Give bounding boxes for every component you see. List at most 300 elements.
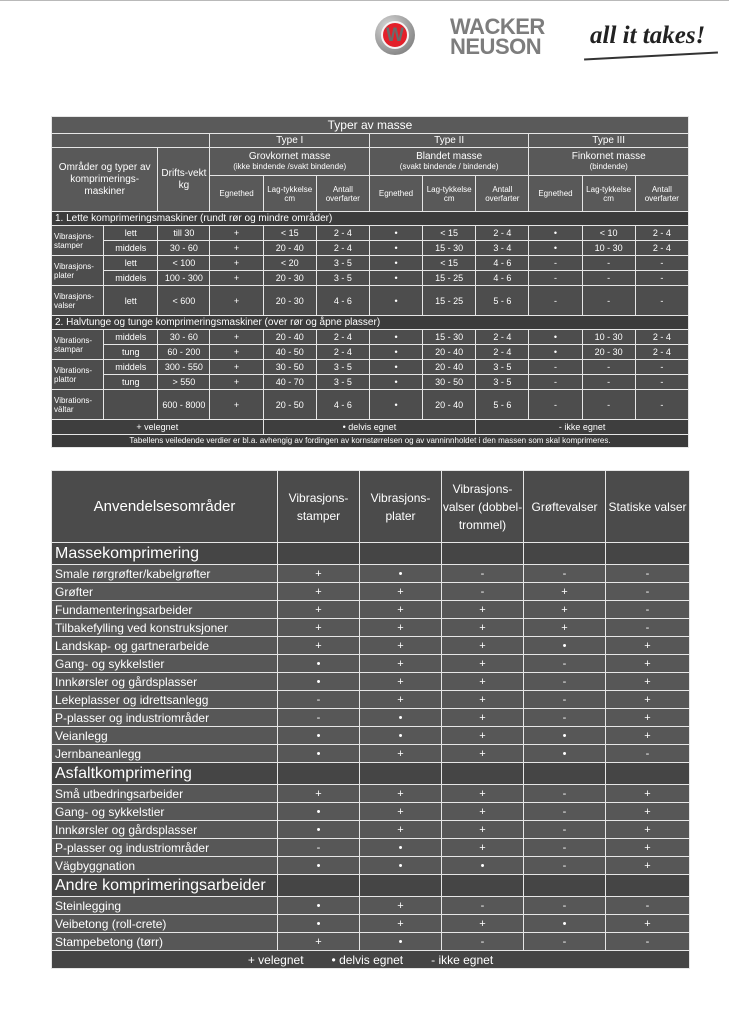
- value-cell: •: [529, 241, 582, 256]
- application-label: Gang- og sykkelstier: [52, 803, 278, 821]
- category-blank-cell: [524, 875, 606, 897]
- application-label: Veibetong (roll-crete): [52, 915, 278, 933]
- column-header: Statiske valser: [606, 471, 690, 543]
- suitability-cell: -: [524, 709, 606, 727]
- class-cell: middels: [104, 330, 158, 345]
- value-cell: -: [582, 375, 635, 390]
- table-note: Tabellens veiledende verdier er bl.a. avhengig av fordingen av kornstørrelsen og av vanninnholdet i den massen som skal komprimeres.: [52, 435, 689, 448]
- suitability-cell: +: [360, 619, 442, 637]
- sub-column-header: Egnethed: [369, 176, 422, 212]
- value-cell: -: [529, 286, 582, 316]
- section-heading: 2. Halvtunge og tunge komprimeringsmaskiner (over rør og åpne plasser): [52, 316, 689, 330]
- sub-column-header: Lag-tykkelse cm: [263, 176, 316, 212]
- table-row: [52, 619, 690, 637]
- top-rule: [0, 0, 729, 1]
- value-cell: -: [582, 390, 635, 420]
- suitability-cell: •: [524, 727, 606, 745]
- weight-cell: 60 - 200: [158, 345, 210, 360]
- value-cell: -: [529, 375, 582, 390]
- value-cell: < 15: [263, 226, 316, 241]
- value-cell: -: [529, 271, 582, 286]
- mass-name-3: Finkornet masse: [571, 150, 646, 162]
- table1-title: Typer av masse: [52, 117, 689, 134]
- suitability-cell: +: [442, 839, 524, 857]
- application-label: Små utbedringsarbeider: [52, 785, 278, 803]
- suitability-cell: -: [524, 821, 606, 839]
- suitability-cell: •: [524, 745, 606, 763]
- suitability-cell: +: [442, 785, 524, 803]
- value-cell: 4 - 6: [476, 256, 529, 271]
- suitability-cell: -: [606, 583, 690, 601]
- value-cell: 20 - 40: [423, 390, 476, 420]
- value-cell: +: [210, 256, 263, 271]
- value-cell: 2 - 4: [316, 226, 369, 241]
- suitability-cell: +: [606, 727, 690, 745]
- suitability-cell: +: [524, 583, 606, 601]
- suitability-cell: -: [606, 745, 690, 763]
- value-cell: +: [210, 286, 263, 316]
- value-cell: 10 - 30: [582, 330, 635, 345]
- suitability-cell: +: [360, 803, 442, 821]
- section-heading: 1. Lette komprimeringsmaskiner (rundt rør og mindre områder): [52, 212, 689, 226]
- suitability-cell: •: [360, 709, 442, 727]
- suitability-cell: •: [360, 839, 442, 857]
- table-row: [52, 691, 690, 709]
- value-cell: 2 - 4: [635, 345, 688, 360]
- value-cell: 3 - 5: [476, 360, 529, 375]
- suitability-cell: -: [524, 691, 606, 709]
- suitability-cell: +: [278, 583, 360, 601]
- table-row: [52, 727, 690, 745]
- sub-column-header: Egnethed: [210, 176, 263, 212]
- mass-name-2: Blandet masse: [416, 150, 483, 162]
- application-label: Innkørsler og gårdsplasser: [52, 673, 278, 691]
- suitability-cell: •: [278, 857, 360, 875]
- sub-column-header: Lag-tykkelse cm: [423, 176, 476, 212]
- category-blank-cell: [278, 763, 360, 785]
- category-blank-cell: [442, 543, 524, 565]
- class-cell: middels: [104, 271, 158, 286]
- value-cell: •: [369, 345, 422, 360]
- value-cell: 10 - 30: [582, 241, 635, 256]
- mass-types-table: [51, 116, 689, 448]
- brand-line2: NEUSON: [450, 34, 542, 59]
- value-cell: 40 - 70: [263, 375, 316, 390]
- suitability-cell: -: [606, 601, 690, 619]
- weight-cell: 600 - 8000: [158, 390, 210, 420]
- application-label: Veianlegg: [52, 727, 278, 745]
- table-row: [52, 601, 690, 619]
- mass-sub-3: (bindende): [589, 161, 628, 171]
- tagline: all it takes!: [590, 22, 706, 49]
- weight-label: Drifts-vekt kg: [158, 148, 210, 212]
- table-row: [52, 565, 690, 583]
- type-ii-header: Type II: [369, 134, 528, 148]
- legend-partly: • delvis egnet: [331, 952, 404, 967]
- value-cell: 40 - 50: [263, 345, 316, 360]
- category-blank-cell: [524, 763, 606, 785]
- column-header: Vibrasjons-stamper: [278, 471, 360, 543]
- value-cell: 20 - 30: [263, 271, 316, 286]
- category-blank-cell: [360, 543, 442, 565]
- sub-column-header: Antall overfarter: [476, 176, 529, 212]
- class-cell: middels: [104, 241, 158, 256]
- table-row: [52, 803, 690, 821]
- suitability-cell: +: [360, 897, 442, 915]
- value-cell: 2 - 4: [635, 241, 688, 256]
- value-cell: -: [582, 271, 635, 286]
- suitability-cell: •: [278, 745, 360, 763]
- value-cell: 3 - 5: [316, 360, 369, 375]
- weight-cell: > 550: [158, 375, 210, 390]
- suitability-cell: +: [360, 691, 442, 709]
- class-cell: [104, 390, 158, 420]
- value-cell: -: [529, 256, 582, 271]
- suitability-cell: •: [278, 821, 360, 839]
- table-row: [52, 241, 689, 256]
- value-cell: -: [635, 271, 688, 286]
- suitability-cell: -: [524, 839, 606, 857]
- suitability-cell: +: [360, 745, 442, 763]
- column-header: Vibrasjons-plater: [360, 471, 442, 543]
- category-blank-cell: [360, 763, 442, 785]
- suitability-cell: +: [524, 619, 606, 637]
- application-label: Jernbaneanlegg: [52, 745, 278, 763]
- table-row: [52, 839, 690, 857]
- weight-cell: 100 - 300: [158, 271, 210, 286]
- suitability-cell: +: [442, 619, 524, 637]
- value-cell: < 15: [423, 226, 476, 241]
- value-cell: -: [635, 390, 688, 420]
- suitability-cell: •: [442, 857, 524, 875]
- value-cell: 20 - 40: [263, 330, 316, 345]
- machine-label: Vibrations-plattor: [52, 360, 104, 390]
- class-cell: lett: [104, 226, 158, 241]
- table-row: [52, 330, 689, 345]
- type-header-blank: [52, 134, 210, 148]
- suitability-cell: +: [442, 673, 524, 691]
- value-cell: -: [635, 375, 688, 390]
- value-cell: •: [369, 390, 422, 420]
- machine-label: Vibrasjons-plater: [52, 256, 104, 286]
- value-cell: -: [582, 256, 635, 271]
- category-blank-cell: [606, 763, 690, 785]
- suitability-cell: -: [442, 897, 524, 915]
- column-header: Vibrasjons-valser (dobbel-trommel): [442, 471, 524, 543]
- table-row: [52, 915, 690, 933]
- suitability-cell: +: [606, 785, 690, 803]
- suitability-cell: +: [442, 915, 524, 933]
- value-cell: 3 - 4: [476, 241, 529, 256]
- brand-name: [450, 14, 545, 59]
- suitability-cell: •: [360, 565, 442, 583]
- class-cell: tung: [104, 375, 158, 390]
- suitability-cell: +: [360, 673, 442, 691]
- weight-cell: till 30: [158, 226, 210, 241]
- suitability-cell: •: [278, 897, 360, 915]
- sub-column-header: Antall overfarter: [635, 176, 688, 212]
- application-label: Stampebetong (tørr): [52, 933, 278, 951]
- class-cell: middels: [104, 360, 158, 375]
- suitability-cell: -: [524, 565, 606, 583]
- applications-table: [51, 470, 690, 969]
- table-row: [52, 286, 689, 316]
- suitability-cell: -: [278, 691, 360, 709]
- table-row: [52, 583, 690, 601]
- value-cell: -: [529, 390, 582, 420]
- value-cell: +: [210, 375, 263, 390]
- category-blank-cell: [442, 763, 524, 785]
- suitability-cell: •: [278, 803, 360, 821]
- application-label: Steinlegging: [52, 897, 278, 915]
- value-cell: +: [210, 330, 263, 345]
- value-cell: 3 - 5: [476, 375, 529, 390]
- value-cell: •: [529, 345, 582, 360]
- machine-label: Vibrations-stampar: [52, 330, 104, 360]
- table-row: [52, 390, 689, 420]
- table-row: [52, 821, 690, 839]
- value-cell: •: [369, 286, 422, 316]
- suitability-cell: +: [606, 839, 690, 857]
- suitability-cell: +: [360, 601, 442, 619]
- value-cell: 20 - 40: [263, 241, 316, 256]
- category-blank-cell: [442, 875, 524, 897]
- table-row: [52, 933, 690, 951]
- suitability-cell: -: [606, 897, 690, 915]
- value-cell: 4 - 6: [316, 286, 369, 316]
- value-cell: -: [635, 256, 688, 271]
- value-cell: 5 - 6: [476, 390, 529, 420]
- value-cell: 5 - 6: [476, 286, 529, 316]
- application-label: Landskap- og gartnerarbeide: [52, 637, 278, 655]
- suitability-cell: +: [606, 673, 690, 691]
- suitability-cell: +: [360, 637, 442, 655]
- value-cell: -: [582, 286, 635, 316]
- suitability-cell: +: [524, 601, 606, 619]
- value-cell: •: [529, 226, 582, 241]
- suitability-cell: •: [278, 673, 360, 691]
- value-cell: -: [635, 360, 688, 375]
- value-cell: 2 - 4: [635, 330, 688, 345]
- table-row: [52, 709, 690, 727]
- value-cell: -: [529, 360, 582, 375]
- value-cell: •: [369, 241, 422, 256]
- weight-cell: < 600: [158, 286, 210, 316]
- suitability-cell: +: [442, 655, 524, 673]
- application-label: Grøfter: [52, 583, 278, 601]
- value-cell: < 20: [263, 256, 316, 271]
- category-blank-cell: [278, 875, 360, 897]
- value-cell: 15 - 30: [423, 241, 476, 256]
- suitability-cell: +: [278, 785, 360, 803]
- category-blank-cell: [360, 875, 442, 897]
- value-cell: 20 - 50: [263, 390, 316, 420]
- application-label: P-plasser og industriområder: [52, 709, 278, 727]
- legend-suitable: + velegnet: [52, 420, 264, 435]
- value-cell: 20 - 40: [423, 345, 476, 360]
- table-row: [52, 637, 690, 655]
- machine-label: Vibrasjons-valser: [52, 286, 104, 316]
- value-cell: •: [529, 330, 582, 345]
- suitability-cell: +: [278, 601, 360, 619]
- class-cell: tung: [104, 345, 158, 360]
- suitability-cell: •: [278, 655, 360, 673]
- legend-unsuitable: - ikke egnet: [431, 952, 494, 967]
- table-row: [52, 745, 690, 763]
- mass-header-3: [529, 148, 689, 176]
- value-cell: 3 - 5: [316, 256, 369, 271]
- table-row: [52, 375, 689, 390]
- suitability-cell: +: [442, 803, 524, 821]
- value-cell: 2 - 4: [476, 345, 529, 360]
- table-row: [52, 345, 689, 360]
- suitability-cell: -: [524, 785, 606, 803]
- weight-cell: 30 - 60: [158, 330, 210, 345]
- value-cell: 15 - 25: [423, 271, 476, 286]
- suitability-cell: +: [442, 727, 524, 745]
- table-row: [52, 226, 689, 241]
- type-iii-header: Type III: [529, 134, 689, 148]
- value-cell: < 10: [582, 226, 635, 241]
- legend-suitable: + velegnet: [247, 952, 304, 967]
- table-row: [52, 673, 690, 691]
- value-cell: 2 - 4: [316, 330, 369, 345]
- weight-cell: < 100: [158, 256, 210, 271]
- machine-label: Vibrations-vältar: [52, 390, 104, 420]
- application-label: Smale rørgrøfter/kabelgrøfter: [52, 565, 278, 583]
- value-cell: 15 - 30: [423, 330, 476, 345]
- wacker-neuson-logo-icon: [375, 15, 415, 55]
- suitability-cell: +: [606, 857, 690, 875]
- table-row: [52, 256, 689, 271]
- suitability-cell: -: [606, 933, 690, 951]
- suitability-cell: •: [360, 857, 442, 875]
- value-cell: 3 - 5: [316, 271, 369, 286]
- suitability-cell: +: [278, 933, 360, 951]
- weight-cell: 300 - 550: [158, 360, 210, 375]
- suitability-cell: +: [278, 637, 360, 655]
- value-cell: 2 - 4: [316, 345, 369, 360]
- value-cell: < 15: [423, 256, 476, 271]
- application-label: Innkørsler og gårdsplasser: [52, 821, 278, 839]
- suitability-cell: +: [360, 915, 442, 933]
- mass-header-2: [369, 148, 528, 176]
- suitability-cell: +: [442, 691, 524, 709]
- suitability-cell: •: [360, 727, 442, 745]
- value-cell: •: [369, 226, 422, 241]
- suitability-cell: +: [360, 785, 442, 803]
- value-cell: 30 - 50: [263, 360, 316, 375]
- suitability-cell: +: [360, 655, 442, 673]
- value-cell: 4 - 6: [476, 271, 529, 286]
- suitability-cell: -: [524, 933, 606, 951]
- value-cell: •: [369, 330, 422, 345]
- suitability-cell: •: [278, 727, 360, 745]
- suitability-cell: -: [442, 583, 524, 601]
- type-i-header: Type I: [210, 134, 369, 148]
- suitability-cell: -: [278, 709, 360, 727]
- suitability-cell: -: [606, 565, 690, 583]
- legend-unsuitable: - ikke egnet: [476, 420, 689, 435]
- value-cell: +: [210, 390, 263, 420]
- suitability-cell: -: [278, 839, 360, 857]
- suitability-cell: +: [606, 655, 690, 673]
- value-cell: •: [369, 256, 422, 271]
- value-cell: 3 - 5: [316, 375, 369, 390]
- table-row: [52, 655, 690, 673]
- suitability-cell: •: [524, 915, 606, 933]
- legend-partly: • delvis egnet: [263, 420, 476, 435]
- suitability-cell: +: [606, 821, 690, 839]
- suitability-cell: +: [278, 565, 360, 583]
- suitability-cell: +: [442, 745, 524, 763]
- sub-column-header: Antall overfarter: [316, 176, 369, 212]
- application-label: Gang- og sykkelstier: [52, 655, 278, 673]
- brand-line1: WACKER: [450, 14, 545, 39]
- sub-column-header: Egnethed: [529, 176, 582, 212]
- category-blank-cell: [606, 543, 690, 565]
- machine-label: Vibrasjons-stamper: [52, 226, 104, 256]
- table-row: [52, 271, 689, 286]
- column-header: Grøftevalser: [524, 471, 606, 543]
- value-cell: 2 - 4: [476, 226, 529, 241]
- value-cell: •: [369, 360, 422, 375]
- value-cell: 20 - 30: [263, 286, 316, 316]
- value-cell: -: [635, 286, 688, 316]
- table-row: [52, 785, 690, 803]
- suitability-cell: +: [360, 821, 442, 839]
- suitability-cell: -: [442, 565, 524, 583]
- application-label: P-plasser og industriområder: [52, 839, 278, 857]
- suitability-cell: •: [524, 637, 606, 655]
- logo-badge: [381, 21, 409, 49]
- mass-header-1: [210, 148, 369, 176]
- suitability-cell: -: [524, 897, 606, 915]
- category-blank-cell: [606, 875, 690, 897]
- suitability-cell: +: [606, 803, 690, 821]
- suitability-cell: +: [606, 637, 690, 655]
- suitability-cell: •: [278, 915, 360, 933]
- table2-legend: [52, 951, 690, 969]
- weight-cell: 30 - 60: [158, 241, 210, 256]
- value-cell: +: [210, 241, 263, 256]
- mass-sub-1: (ikke bindende /svakt bindende): [233, 161, 347, 171]
- suitability-cell: +: [442, 821, 524, 839]
- value-cell: +: [210, 226, 263, 241]
- category-blank-cell: [524, 543, 606, 565]
- mass-sub-2: (svakt bindende / bindende): [399, 161, 499, 171]
- corner-label: Områder og typer av komprimerings-maskiner: [52, 148, 158, 212]
- suitability-cell: +: [606, 709, 690, 727]
- suitability-cell: +: [278, 619, 360, 637]
- value-cell: 20 - 30: [582, 345, 635, 360]
- applications-header: Anvendelsesområder: [52, 471, 278, 543]
- value-cell: +: [210, 271, 263, 286]
- application-label: Lekeplasser og idrettsanlegg: [52, 691, 278, 709]
- value-cell: 30 - 50: [423, 375, 476, 390]
- value-cell: 4 - 6: [316, 390, 369, 420]
- suitability-cell: -: [442, 933, 524, 951]
- suitability-cell: -: [524, 655, 606, 673]
- application-label: Vägbyggnation: [52, 857, 278, 875]
- value-cell: 2 - 4: [316, 241, 369, 256]
- application-label: Tilbakefylling ved konstruksjoner: [52, 619, 278, 637]
- suitability-cell: -: [524, 857, 606, 875]
- suitability-cell: +: [360, 583, 442, 601]
- class-cell: lett: [104, 256, 158, 271]
- table-row: [52, 857, 690, 875]
- suitability-cell: -: [524, 803, 606, 821]
